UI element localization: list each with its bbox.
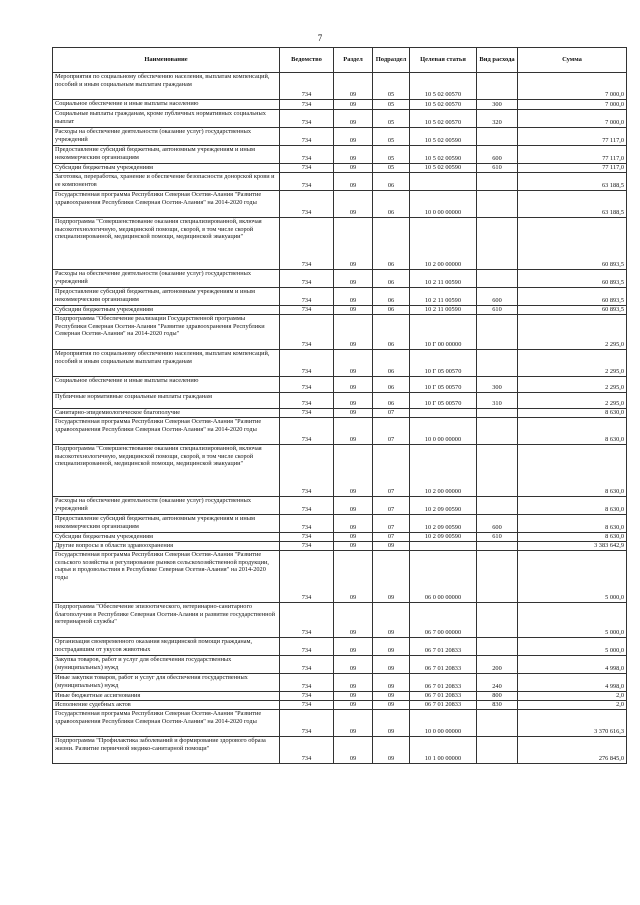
- cell-target-article: 10 Г 05 00570: [410, 377, 477, 393]
- cell-sum: 77 117,0: [518, 128, 627, 146]
- cell-expense-type: 600: [477, 146, 518, 164]
- cell-expense-type: 610: [477, 533, 518, 542]
- cell-name: Санитарно-эпидемиологическое благополучие: [53, 409, 280, 418]
- cell-target-article: 10 2 00 00000: [410, 218, 477, 270]
- cell-expense-type: [477, 409, 518, 418]
- cell-department: 734: [280, 692, 334, 701]
- cell-expense-type: [477, 551, 518, 603]
- cell-name: Предоставление субсидий бюджетным, автономным учреждениям и иным некоммерческим организациям: [53, 515, 280, 533]
- header-department: Ведомство: [280, 48, 334, 73]
- cell-target-article: 06 7 00 00000: [410, 603, 477, 638]
- cell-name: Другие вопросы в области здравоохранения: [53, 542, 280, 551]
- cell-expense-type: [477, 710, 518, 737]
- cell-name: Публичные нормативные социальные выплаты гражданам: [53, 393, 280, 409]
- cell-target-article: 10 2 11 00590: [410, 270, 477, 288]
- cell-section: 09: [334, 542, 373, 551]
- cell-subsection: 05: [373, 110, 410, 128]
- cell-department: 734: [280, 146, 334, 164]
- cell-section: 09: [334, 551, 373, 603]
- cell-sum: 3 383 642,9: [518, 542, 627, 551]
- cell-subsection: 06: [373, 350, 410, 377]
- cell-section: 09: [334, 497, 373, 515]
- cell-department: 734: [280, 542, 334, 551]
- cell-name: Подпрограмма "Профилактика заболеваний и формирование здорового образа жизни. Развитие первичной медико-санитарной помощи": [53, 737, 280, 764]
- cell-name: Иные закупки товаров, работ и услуг для обеспечения государственных (муниципальных) нужд: [53, 674, 280, 692]
- table-row: [53, 497, 627, 515]
- cell-department: 734: [280, 270, 334, 288]
- cell-name: Расходы на обеспечение деятельности (оказание услуг) государственных учреждений: [53, 270, 280, 288]
- cell-target-article: 10 0 00 00000: [410, 418, 477, 445]
- cell-department: 734: [280, 710, 334, 737]
- cell-target-article: 10 2 09 00590: [410, 497, 477, 515]
- cell-section: 09: [334, 288, 373, 306]
- cell-section: 09: [334, 445, 373, 497]
- cell-expense-type: [477, 315, 518, 350]
- cell-name: Расходы на обеспечение деятельности (оказание услуг) государственных учреждений: [53, 128, 280, 146]
- cell-name: Социальные выплаты гражданам, кроме публичных нормативных социальных выплат: [53, 110, 280, 128]
- cell-expense-type: [477, 218, 518, 270]
- cell-department: 734: [280, 497, 334, 515]
- table-row: [53, 418, 627, 445]
- table-row: [53, 656, 627, 674]
- table-row: [53, 146, 627, 164]
- cell-subsection: 06: [373, 270, 410, 288]
- cell-name: Мероприятия по социальному обеспечению населения, выплатам компенсаций, пособий и иным социальным выплатам гражданам: [53, 73, 280, 100]
- cell-department: 734: [280, 191, 334, 218]
- table-row: [53, 270, 627, 288]
- cell-expense-type: [477, 737, 518, 764]
- cell-section: 09: [334, 100, 373, 110]
- cell-sum: 63 188,5: [518, 191, 627, 218]
- cell-target-article: 10 5 02 00570: [410, 73, 477, 100]
- header-subsection: Подраздел: [373, 48, 410, 73]
- cell-section: 09: [334, 270, 373, 288]
- cell-section: 09: [334, 533, 373, 542]
- cell-sum: 276 845,0: [518, 737, 627, 764]
- cell-section: 09: [334, 409, 373, 418]
- cell-expense-type: [477, 497, 518, 515]
- cell-sum: 5 000,0: [518, 551, 627, 603]
- table-row: [53, 100, 627, 110]
- budget-table: [52, 47, 627, 764]
- cell-expense-type: 610: [477, 306, 518, 315]
- cell-department: 734: [280, 350, 334, 377]
- cell-subsection: 09: [373, 551, 410, 603]
- table-row: [53, 110, 627, 128]
- cell-department: 734: [280, 73, 334, 100]
- table-row: [53, 315, 627, 350]
- cell-target-article: 10 0 00 00000: [410, 191, 477, 218]
- cell-subsection: 05: [373, 128, 410, 146]
- table-row: [53, 603, 627, 638]
- cell-section: 09: [334, 418, 373, 445]
- table-row: [53, 306, 627, 315]
- cell-department: 734: [280, 315, 334, 350]
- cell-expense-type: [477, 191, 518, 218]
- cell-section: 09: [334, 692, 373, 701]
- cell-target-article: 10 0 00 00000: [410, 710, 477, 737]
- cell-sum: 4 998,0: [518, 674, 627, 692]
- cell-department: 734: [280, 674, 334, 692]
- table-row: [53, 288, 627, 306]
- cell-sum: 4 998,0: [518, 656, 627, 674]
- cell-sum: 8 630,0: [518, 445, 627, 497]
- cell-expense-type: 800: [477, 692, 518, 701]
- cell-expense-type: [477, 638, 518, 656]
- cell-subsection: 07: [373, 409, 410, 418]
- cell-target-article: 06 7 01 20833: [410, 674, 477, 692]
- cell-department: 734: [280, 409, 334, 418]
- header-expense-type: Вид расхода: [477, 48, 518, 73]
- cell-expense-type: [477, 418, 518, 445]
- cell-department: 734: [280, 306, 334, 315]
- cell-expense-type: 240: [477, 674, 518, 692]
- table-row: [53, 533, 627, 542]
- cell-target-article: 10 Г 05 00570: [410, 393, 477, 409]
- table-row: [53, 393, 627, 409]
- table-row: [53, 191, 627, 218]
- cell-section: 09: [334, 674, 373, 692]
- cell-sum: 8 630,0: [518, 533, 627, 542]
- cell-sum: 7 000,0: [518, 100, 627, 110]
- cell-target-article: [410, 409, 477, 418]
- table-row: [53, 445, 627, 497]
- table-row: [53, 551, 627, 603]
- cell-sum: 2 295,0: [518, 350, 627, 377]
- cell-subsection: 06: [373, 173, 410, 191]
- cell-section: 09: [334, 515, 373, 533]
- cell-subsection: 05: [373, 164, 410, 173]
- cell-sum: 5 000,0: [518, 603, 627, 638]
- cell-expense-type: [477, 350, 518, 377]
- cell-sum: 2,0: [518, 701, 627, 710]
- cell-sum: 63 188,5: [518, 173, 627, 191]
- cell-sum: 2 295,0: [518, 377, 627, 393]
- cell-sum: 60 893,5: [518, 270, 627, 288]
- cell-name: Подпрограмма "Обеспечение реализации Государственной программы Республики Северная Осетия-Алания "Развитие здравоохранения Республики Северная Осетия-Алания" на 2014-2020 годы": [53, 315, 280, 350]
- cell-subsection: 09: [373, 737, 410, 764]
- cell-sum: 60 893,5: [518, 306, 627, 315]
- cell-subsection: 06: [373, 377, 410, 393]
- cell-target-article: 06 7 01 20833: [410, 692, 477, 701]
- cell-section: 09: [334, 701, 373, 710]
- cell-name: Подпрограмма "Совершенствование оказания специализированной, включая высокотехнологичную, медицинской помощи, скорой, в том числе скорой специализированной, медицинской помощи, медицинской эвакуации": [53, 445, 280, 497]
- table-row: [53, 164, 627, 173]
- cell-name: Закупка товаров, работ и услуг для обеспечения государственных (муниципальных) нужд: [53, 656, 280, 674]
- cell-name: Субсидии бюджетным учреждениям: [53, 164, 280, 173]
- cell-section: 09: [334, 377, 373, 393]
- cell-name: Социальное обеспечение и иные выплаты населению: [53, 377, 280, 393]
- cell-department: 734: [280, 110, 334, 128]
- cell-section: 09: [334, 737, 373, 764]
- cell-section: 09: [334, 603, 373, 638]
- cell-section: 09: [334, 350, 373, 377]
- cell-sum: 2,0: [518, 692, 627, 701]
- cell-subsection: 06: [373, 393, 410, 409]
- cell-section: 09: [334, 306, 373, 315]
- cell-section: 09: [334, 191, 373, 218]
- table-row: [53, 128, 627, 146]
- cell-subsection: 07: [373, 515, 410, 533]
- cell-name: Государственная программа Республики Северная Осетия-Алания "Развитие здравоохранения Республики Северная Осетия-Алания" на 2014-2020 годы: [53, 191, 280, 218]
- cell-expense-type: 200: [477, 656, 518, 674]
- cell-target-article: 06 7 01 20833: [410, 701, 477, 710]
- cell-name: Социальное обеспечение и иные выплаты населению: [53, 100, 280, 110]
- cell-target-article: 10 5 02 00570: [410, 100, 477, 110]
- cell-target-article: 10 Г 05 00570: [410, 350, 477, 377]
- cell-subsection: 07: [373, 533, 410, 542]
- cell-sum: 3 370 616,3: [518, 710, 627, 737]
- cell-subsection: 09: [373, 603, 410, 638]
- page-number: 7: [317, 33, 323, 43]
- cell-department: 734: [280, 551, 334, 603]
- header-target-article: Целевая статья: [410, 48, 477, 73]
- cell-expense-type: 310: [477, 393, 518, 409]
- cell-subsection: 05: [373, 73, 410, 100]
- cell-expense-type: 600: [477, 515, 518, 533]
- cell-subsection: 07: [373, 445, 410, 497]
- cell-department: 734: [280, 418, 334, 445]
- cell-target-article: [410, 542, 477, 551]
- cell-subsection: 09: [373, 710, 410, 737]
- cell-section: 09: [334, 393, 373, 409]
- cell-sum: 2 295,0: [518, 315, 627, 350]
- cell-subsection: 05: [373, 100, 410, 110]
- cell-section: 09: [334, 638, 373, 656]
- cell-expense-type: [477, 270, 518, 288]
- cell-section: 09: [334, 146, 373, 164]
- cell-subsection: 09: [373, 542, 410, 551]
- table-row: [53, 515, 627, 533]
- cell-name: Государственная программа Республики Северная Осетия-Алания "Развитие здравоохранения Республики Северная Осетия-Алания" на 2014-2020 годы: [53, 418, 280, 445]
- cell-department: 734: [280, 173, 334, 191]
- cell-subsection: 07: [373, 497, 410, 515]
- cell-sum: 77 117,0: [518, 164, 627, 173]
- cell-expense-type: 300: [477, 377, 518, 393]
- table-row: [53, 73, 627, 100]
- cell-department: 734: [280, 128, 334, 146]
- cell-sum: 5 000,0: [518, 638, 627, 656]
- cell-expense-type: [477, 542, 518, 551]
- cell-target-article: 10 2 09 00590: [410, 515, 477, 533]
- cell-department: 734: [280, 701, 334, 710]
- cell-subsection: 09: [373, 692, 410, 701]
- cell-department: 734: [280, 737, 334, 764]
- cell-department: 734: [280, 218, 334, 270]
- cell-sum: 8 630,0: [518, 418, 627, 445]
- cell-sum: 60 893,5: [518, 218, 627, 270]
- cell-target-article: [410, 173, 477, 191]
- table-row: [53, 542, 627, 551]
- cell-target-article: 06 7 01 20833: [410, 656, 477, 674]
- cell-expense-type: 610: [477, 164, 518, 173]
- cell-subsection: 06: [373, 306, 410, 315]
- cell-sum: 7 000,0: [518, 110, 627, 128]
- cell-name: Заготовка, переработка, хранение и обеспечение безопасности донорской крови и ее компонентов: [53, 173, 280, 191]
- table-body: [53, 73, 627, 764]
- cell-expense-type: 320: [477, 110, 518, 128]
- cell-expense-type: 830: [477, 701, 518, 710]
- table-row: [53, 692, 627, 701]
- cell-section: 09: [334, 128, 373, 146]
- cell-sum: 7 000,0: [518, 73, 627, 100]
- table-row: [53, 409, 627, 418]
- cell-subsection: 06: [373, 288, 410, 306]
- cell-section: 09: [334, 73, 373, 100]
- cell-name: Мероприятия по социальному обеспечению населения, выплатам компенсаций, пособий и иным социальным выплатам гражданам: [53, 350, 280, 377]
- cell-department: 734: [280, 515, 334, 533]
- cell-department: 734: [280, 377, 334, 393]
- cell-sum: 8 630,0: [518, 409, 627, 418]
- cell-expense-type: [477, 128, 518, 146]
- cell-section: 09: [334, 110, 373, 128]
- cell-section: 09: [334, 656, 373, 674]
- cell-name: Субсидии бюджетным учреждениям: [53, 306, 280, 315]
- table-row: [53, 674, 627, 692]
- table-row: [53, 377, 627, 393]
- cell-name: Организация своевременного оказания медицинской помощи гражданам, пострадавшим от укусов животных: [53, 638, 280, 656]
- cell-expense-type: 300: [477, 100, 518, 110]
- cell-department: 734: [280, 656, 334, 674]
- cell-sum: 2 295,0: [518, 393, 627, 409]
- cell-subsection: 07: [373, 418, 410, 445]
- cell-section: 09: [334, 164, 373, 173]
- table-row: [53, 218, 627, 270]
- table-row: [53, 710, 627, 737]
- cell-subsection: 09: [373, 674, 410, 692]
- cell-target-article: 10 2 11 00590: [410, 288, 477, 306]
- cell-target-article: 10 1 00 00000: [410, 737, 477, 764]
- header-sum: Сумма: [518, 48, 627, 73]
- cell-subsection: 09: [373, 656, 410, 674]
- cell-expense-type: [477, 173, 518, 191]
- table-row: [53, 173, 627, 191]
- cell-target-article: 10 2 11 00590: [410, 306, 477, 315]
- cell-section: 09: [334, 173, 373, 191]
- cell-sum: 60 893,5: [518, 288, 627, 306]
- cell-expense-type: [477, 73, 518, 100]
- cell-name: Государственная программа Республики Северная Осетия-Алания "Развитие сельского хозяйства и регулирование рынков сельскохозяйственной продукции, сырья и продовольствия в Республике Северная Осетия-Алания" на 2014-2020 годы: [53, 551, 280, 603]
- cell-name: Субсидии бюджетным учреждениям: [53, 533, 280, 542]
- cell-subsection: 06: [373, 218, 410, 270]
- cell-name: Государственная программа Республики Северная Осетия-Алания "Развитие здравоохранения Республики Северная Осетия-Алания" на 2014-2020 годы: [53, 710, 280, 737]
- cell-department: 734: [280, 164, 334, 173]
- cell-sum: 8 630,0: [518, 515, 627, 533]
- cell-section: 09: [334, 710, 373, 737]
- cell-sum: 77 117,0: [518, 146, 627, 164]
- cell-department: 734: [280, 638, 334, 656]
- cell-name: Расходы на обеспечение деятельности (оказание услуг) государственных учреждений: [53, 497, 280, 515]
- table-row: [53, 350, 627, 377]
- cell-subsection: 09: [373, 638, 410, 656]
- cell-department: 734: [280, 288, 334, 306]
- cell-subsection: 05: [373, 146, 410, 164]
- cell-department: 734: [280, 100, 334, 110]
- cell-name: Предоставление субсидий бюджетным, автономным учреждениям и иным некоммерческим организациям: [53, 288, 280, 306]
- cell-target-article: 10 5 02 00590: [410, 146, 477, 164]
- cell-expense-type: [477, 445, 518, 497]
- table-row: [53, 737, 627, 764]
- cell-department: 734: [280, 533, 334, 542]
- cell-expense-type: [477, 603, 518, 638]
- cell-subsection: 09: [373, 701, 410, 710]
- cell-target-article: 10 5 02 00590: [410, 128, 477, 146]
- cell-target-article: 06 0 00 00000: [410, 551, 477, 603]
- cell-target-article: 06 7 01 20833: [410, 638, 477, 656]
- cell-target-article: 10 5 02 00570: [410, 110, 477, 128]
- cell-expense-type: 600: [477, 288, 518, 306]
- table-row: [53, 701, 627, 710]
- cell-target-article: 10 Г 00 00000: [410, 315, 477, 350]
- cell-name: Исполнение судебных актов: [53, 701, 280, 710]
- cell-target-article: 10 2 09 00590: [410, 533, 477, 542]
- cell-section: 09: [334, 218, 373, 270]
- cell-sum: 8 630,0: [518, 497, 627, 515]
- cell-target-article: 10 2 00 00000: [410, 445, 477, 497]
- cell-name: Подпрограмма "Совершенствование оказания специализированной, включая высокотехнологичную, медицинской помощи, скорой, в том числе скорой специализированной, медицинской помощи, медицинской эвакуации": [53, 218, 280, 270]
- cell-department: 734: [280, 603, 334, 638]
- cell-name: Предоставление субсидий бюджетным, автономным учреждениям и иным некоммерческим организациям: [53, 146, 280, 164]
- cell-department: 734: [280, 393, 334, 409]
- cell-section: 09: [334, 315, 373, 350]
- header-name: Наименование: [53, 48, 280, 73]
- table-row: [53, 638, 627, 656]
- cell-department: 734: [280, 445, 334, 497]
- table-header-row: [53, 48, 627, 73]
- header-section: Раздел: [334, 48, 373, 73]
- cell-name: Подпрограмма "Обеспечение эпизоотического, ветеринарно-санитарного благополучия в Республике Северная Осетия-Алания и развитие государственной ветеринарной службы": [53, 603, 280, 638]
- cell-subsection: 06: [373, 315, 410, 350]
- cell-name: Иные бюджетные ассигнования: [53, 692, 280, 701]
- cell-subsection: 06: [373, 191, 410, 218]
- cell-target-article: 10 5 02 00590: [410, 164, 477, 173]
